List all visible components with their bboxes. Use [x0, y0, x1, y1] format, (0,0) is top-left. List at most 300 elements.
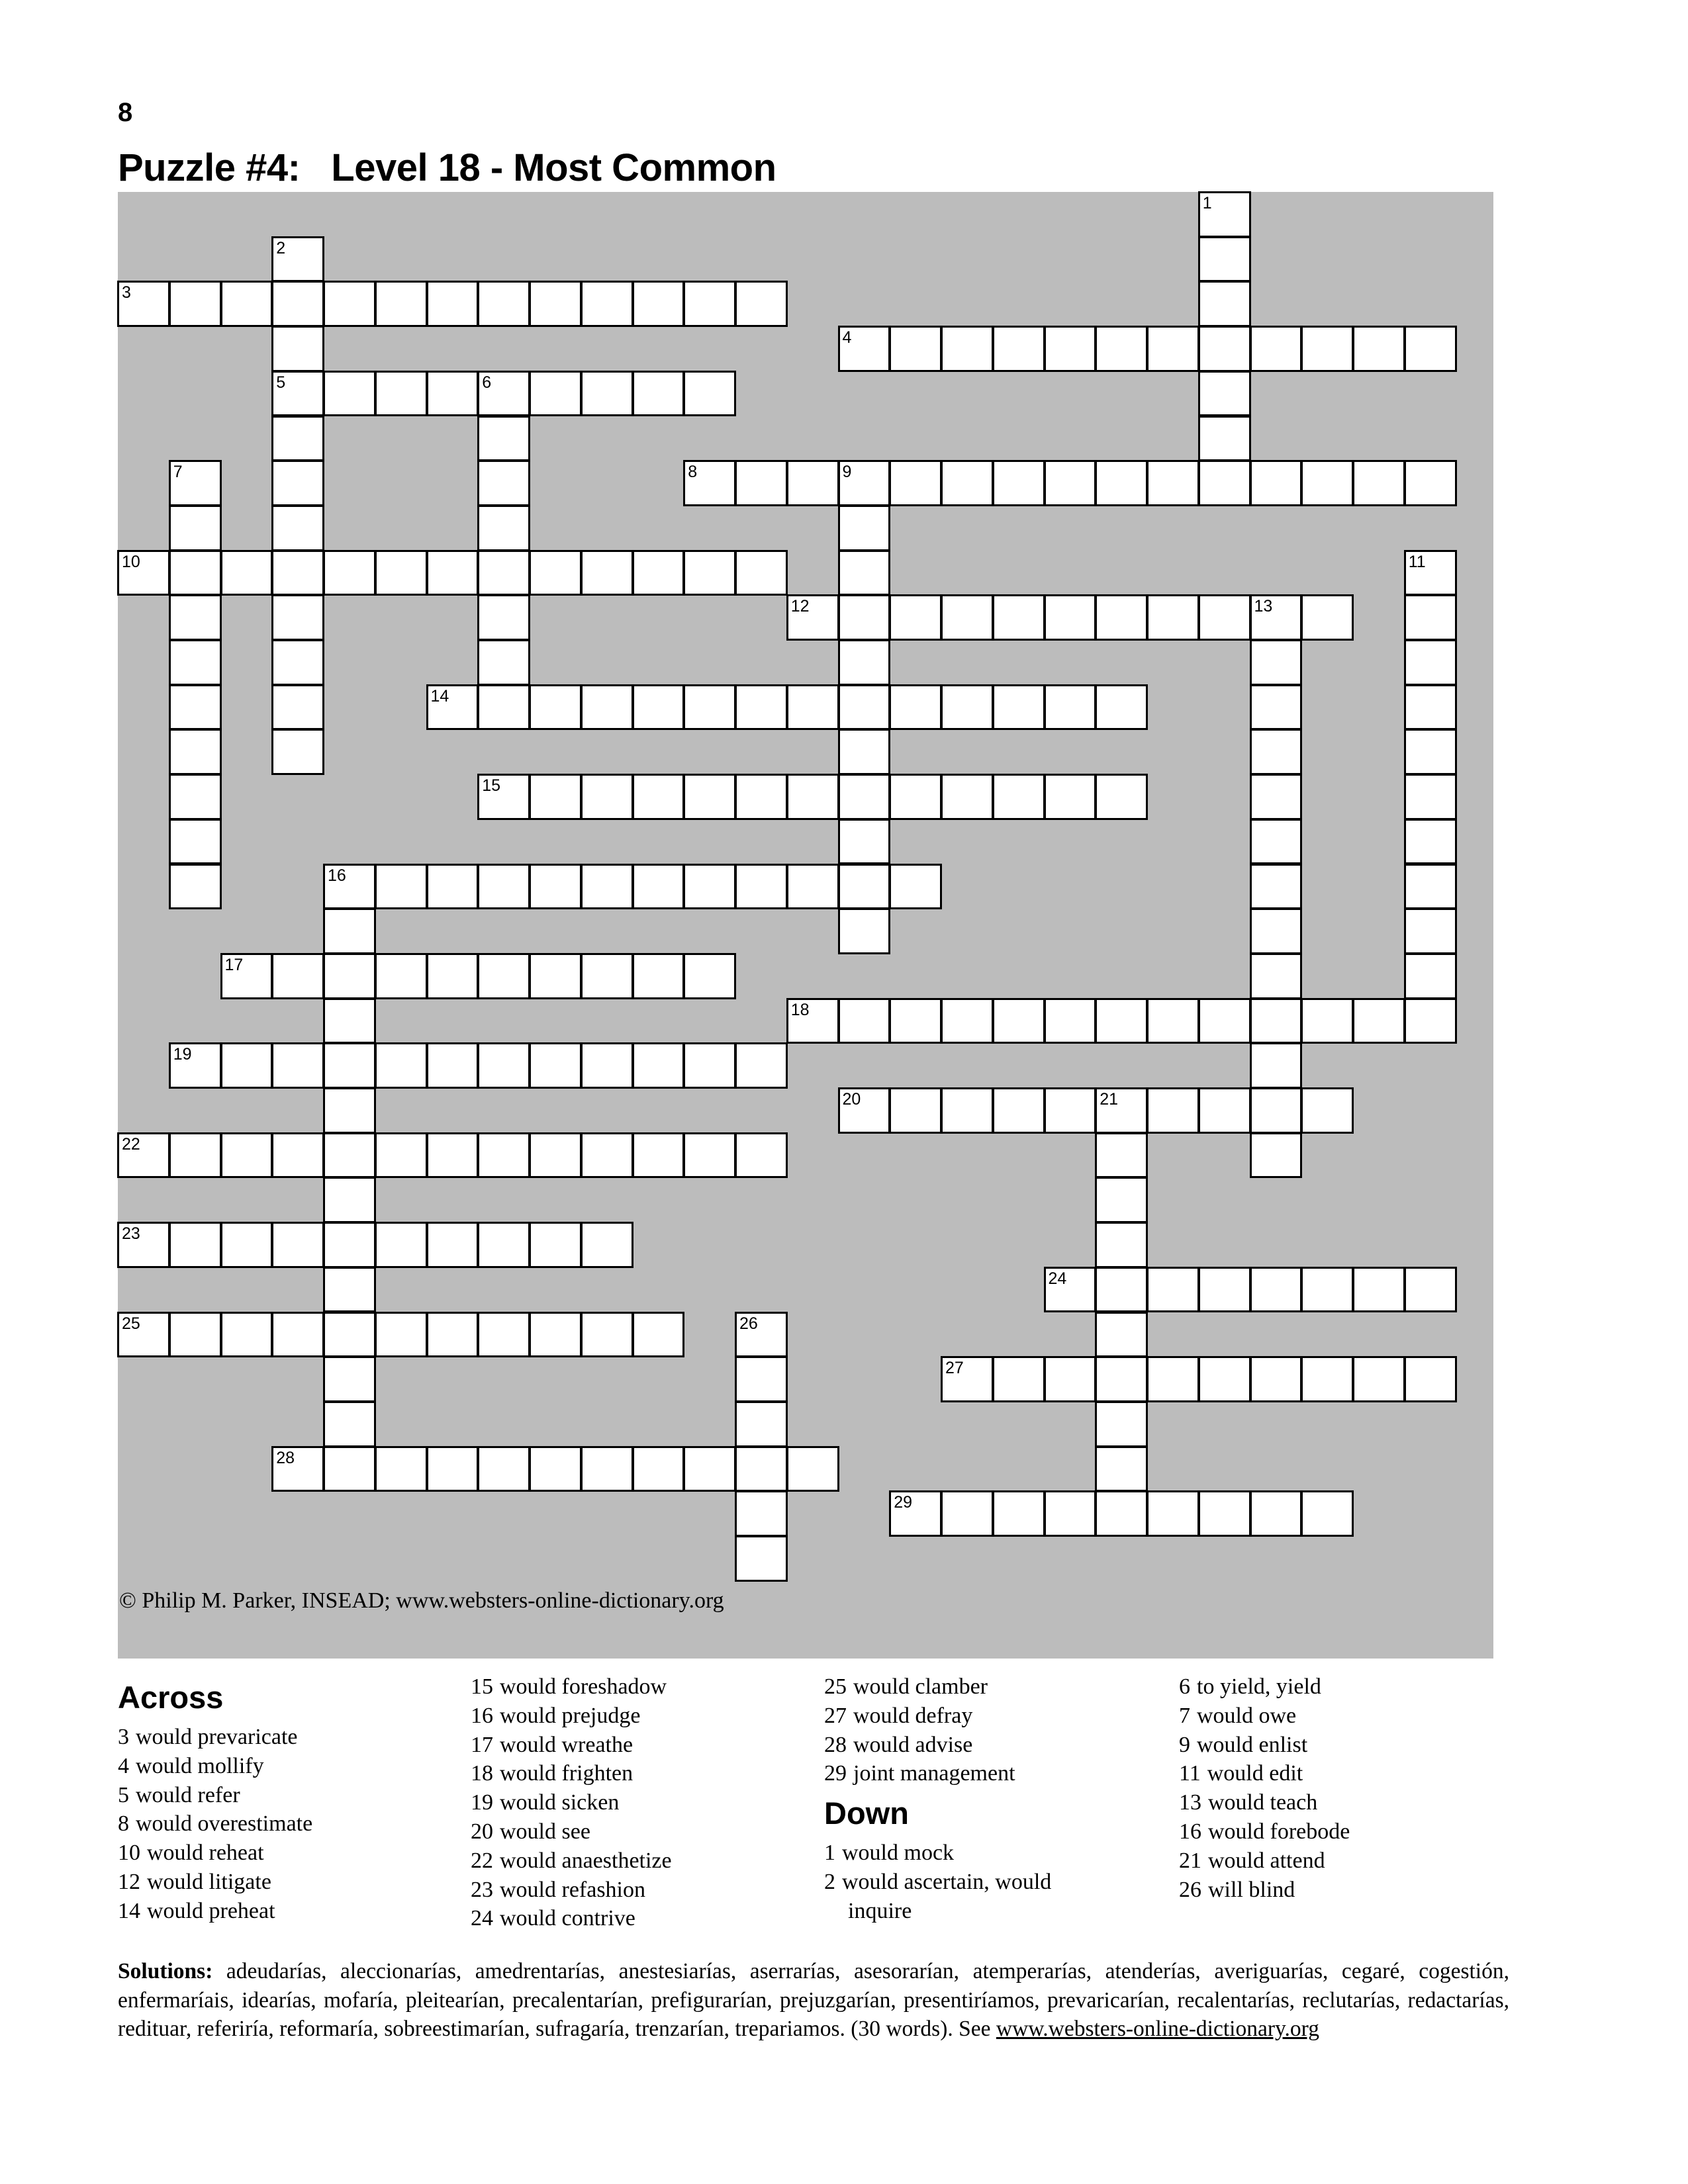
grid-cell[interactable] [477, 1222, 530, 1268]
grid-cell[interactable] [1044, 1356, 1097, 1402]
solutions-link[interactable]: www.websters-online-dictionary.org [996, 2017, 1319, 2041]
grid-cell[interactable] [786, 460, 839, 506]
grid-cell[interactable] [941, 326, 994, 372]
grid-cell[interactable] [1198, 1490, 1251, 1537]
grid-cell[interactable] [1095, 1312, 1148, 1358]
grid-cell[interactable] [1404, 953, 1457, 999]
grid-cell[interactable] [271, 1042, 324, 1089]
grid-cell[interactable] [632, 774, 685, 820]
grid-cell[interactable] [1250, 639, 1303, 686]
grid-cell[interactable] [581, 281, 633, 327]
grid-cell[interactable] [271, 953, 324, 999]
grid-cell[interactable] [1095, 1267, 1148, 1313]
grid-cell[interactable] [529, 550, 582, 596]
grid-cell[interactable] [838, 550, 891, 596]
grid-cell[interactable] [786, 774, 839, 820]
grid-cell[interactable] [1198, 191, 1251, 238]
grid-cell[interactable] [1095, 326, 1148, 372]
grid-cell[interactable] [735, 460, 788, 506]
grid-cell[interactable] [1095, 1356, 1148, 1402]
grid-cell[interactable] [735, 864, 788, 910]
grid-cell[interactable] [1404, 998, 1457, 1044]
grid-cell[interactable] [838, 684, 891, 731]
grid-cell[interactable] [838, 326, 891, 372]
grid-cell[interactable] [889, 1087, 942, 1134]
grid-cell[interactable] [838, 998, 891, 1044]
grid-cell[interactable] [786, 998, 839, 1044]
grid-cell[interactable] [1147, 1087, 1199, 1134]
grid-cell[interactable] [735, 1401, 788, 1447]
grid-cell[interactable] [1404, 639, 1457, 686]
grid-cell[interactable] [1147, 594, 1199, 641]
grid-cell[interactable] [683, 774, 736, 820]
grid-cell[interactable] [786, 1446, 839, 1492]
grid-cell[interactable] [426, 953, 479, 999]
grid-cell[interactable] [1147, 326, 1199, 372]
grid-cell[interactable] [169, 864, 222, 910]
grid-cell[interactable] [1095, 1177, 1148, 1223]
grid-cell[interactable] [529, 684, 582, 731]
grid-cell[interactable] [683, 1446, 736, 1492]
grid-cell[interactable] [1095, 1222, 1148, 1268]
grid-cell[interactable] [581, 550, 633, 596]
grid-cell[interactable] [683, 460, 736, 506]
grid-cell[interactable] [1404, 550, 1457, 596]
grid-cell[interactable] [1301, 594, 1354, 641]
grid-cell[interactable] [426, 1042, 479, 1089]
grid-cell[interactable] [375, 1132, 428, 1179]
grid-cell[interactable] [683, 1132, 736, 1179]
grid-cell[interactable] [1147, 1490, 1199, 1537]
grid-cell[interactable] [838, 908, 891, 954]
grid-cell[interactable] [632, 371, 685, 417]
grid-cell[interactable] [477, 550, 530, 596]
grid-cell[interactable] [1352, 1356, 1405, 1402]
grid-cell[interactable] [735, 774, 788, 820]
grid-cell[interactable] [220, 1132, 273, 1179]
grid-cell[interactable] [169, 505, 222, 551]
grid-cell[interactable] [426, 281, 479, 327]
grid-cell[interactable] [323, 1042, 376, 1089]
grid-cell[interactable] [581, 774, 633, 820]
grid-cell[interactable] [1044, 774, 1097, 820]
grid-cell[interactable] [1250, 1356, 1303, 1402]
grid-cell[interactable] [375, 371, 428, 417]
grid-cell[interactable] [529, 281, 582, 327]
grid-cell[interactable] [426, 550, 479, 596]
grid-cell[interactable] [271, 550, 324, 596]
grid-cell[interactable] [581, 371, 633, 417]
grid-cell[interactable] [1250, 1267, 1303, 1313]
grid-cell[interactable] [477, 639, 530, 686]
grid-cell[interactable] [1404, 729, 1457, 775]
grid-cell[interactable] [1250, 953, 1303, 999]
grid-cell[interactable] [1301, 1356, 1354, 1402]
grid-cell[interactable] [1044, 460, 1097, 506]
grid-cell[interactable] [220, 1222, 273, 1268]
grid-cell[interactable] [1198, 326, 1251, 372]
grid-cell[interactable] [992, 460, 1045, 506]
grid-cell[interactable] [271, 1222, 324, 1268]
grid-cell[interactable] [992, 1490, 1045, 1537]
grid-cell[interactable] [271, 639, 324, 686]
grid-cell[interactable] [632, 281, 685, 327]
grid-cell[interactable] [426, 684, 479, 731]
grid-cell[interactable] [838, 819, 891, 865]
grid-cell[interactable] [477, 1446, 530, 1492]
grid-cell[interactable] [169, 1132, 222, 1179]
grid-cell[interactable] [683, 371, 736, 417]
grid-cell[interactable] [1250, 729, 1303, 775]
grid-cell[interactable] [323, 998, 376, 1044]
grid-cell[interactable] [529, 1446, 582, 1492]
grid-cell[interactable] [735, 1446, 788, 1492]
grid-cell[interactable] [477, 864, 530, 910]
grid-cell[interactable] [1301, 998, 1354, 1044]
grid-cell[interactable] [375, 864, 428, 910]
grid-cell[interactable] [941, 1087, 994, 1134]
grid-cell[interactable] [426, 1222, 479, 1268]
grid-cell[interactable] [1250, 326, 1303, 372]
grid-cell[interactable] [1250, 819, 1303, 865]
grid-cell[interactable] [735, 1535, 788, 1582]
grid-cell[interactable] [375, 953, 428, 999]
grid-cell[interactable] [1250, 1490, 1303, 1537]
grid-cell[interactable] [1404, 326, 1457, 372]
grid-cell[interactable] [992, 998, 1045, 1044]
grid-cell[interactable] [323, 953, 376, 999]
grid-cell[interactable] [1095, 1446, 1148, 1492]
grid-cell[interactable] [1044, 998, 1097, 1044]
grid-cell[interactable] [1404, 819, 1457, 865]
grid-cell[interactable] [477, 505, 530, 551]
grid-cell[interactable] [683, 550, 736, 596]
grid-cell[interactable] [323, 1177, 376, 1223]
grid-cell[interactable] [581, 1042, 633, 1089]
grid-cell[interactable] [271, 281, 324, 327]
grid-cell[interactable] [1404, 1356, 1457, 1402]
grid-cell[interactable] [477, 1312, 530, 1358]
grid-cell[interactable] [1404, 460, 1457, 506]
grid-cell[interactable] [271, 416, 324, 462]
grid-cell[interactable] [992, 594, 1045, 641]
grid-cell[interactable] [1250, 684, 1303, 731]
grid-cell[interactable] [992, 774, 1045, 820]
grid-cell[interactable] [1147, 460, 1199, 506]
grid-cell[interactable] [1044, 1267, 1097, 1313]
grid-cell[interactable] [1147, 1267, 1199, 1313]
grid-cell[interactable] [271, 1446, 324, 1492]
grid-cell[interactable] [683, 281, 736, 327]
grid-cell[interactable] [735, 684, 788, 731]
grid-cell[interactable] [271, 729, 324, 775]
grid-cell[interactable] [889, 326, 942, 372]
grid-cell[interactable] [581, 684, 633, 731]
grid-cell[interactable] [375, 1222, 428, 1268]
grid-cell[interactable] [838, 1087, 891, 1134]
grid-cell[interactable] [375, 550, 428, 596]
grid-cell[interactable] [477, 774, 530, 820]
grid-cell[interactable] [375, 1446, 428, 1492]
grid-cell[interactable] [271, 505, 324, 551]
grid-cell[interactable] [1095, 1401, 1148, 1447]
grid-cell[interactable] [889, 998, 942, 1044]
grid-cell[interactable] [1044, 1490, 1097, 1537]
grid-cell[interactable] [117, 281, 170, 327]
grid-cell[interactable] [838, 460, 891, 506]
grid-cell[interactable] [529, 953, 582, 999]
grid-cell[interactable] [271, 371, 324, 417]
grid-cell[interactable] [117, 1222, 170, 1268]
grid-cell[interactable] [941, 1356, 994, 1402]
grid-cell[interactable] [1352, 326, 1405, 372]
grid-cell[interactable] [581, 1312, 633, 1358]
grid-cell[interactable] [477, 416, 530, 462]
grid-cell[interactable] [529, 1132, 582, 1179]
grid-cell[interactable] [632, 1312, 685, 1358]
grid-cell[interactable] [1095, 684, 1148, 731]
grid-cell[interactable] [683, 1042, 736, 1089]
grid-cell[interactable] [1198, 416, 1251, 462]
grid-cell[interactable] [838, 774, 891, 820]
grid-cell[interactable] [1095, 460, 1148, 506]
grid-cell[interactable] [1250, 908, 1303, 954]
grid-cell[interactable] [1250, 1042, 1303, 1089]
grid-cell[interactable] [426, 1446, 479, 1492]
grid-cell[interactable] [632, 953, 685, 999]
grid-cell[interactable] [1250, 460, 1303, 506]
grid-cell[interactable] [220, 550, 273, 596]
grid-cell[interactable] [581, 864, 633, 910]
grid-cell[interactable] [889, 774, 942, 820]
grid-cell[interactable] [1198, 1087, 1251, 1134]
grid-cell[interactable] [169, 819, 222, 865]
grid-cell[interactable] [375, 281, 428, 327]
grid-cell[interactable] [1404, 684, 1457, 731]
grid-cell[interactable] [992, 1087, 1045, 1134]
grid-cell[interactable] [1301, 1267, 1354, 1313]
grid-cell[interactable] [735, 1312, 788, 1358]
grid-cell[interactable] [786, 684, 839, 731]
grid-cell[interactable] [1044, 594, 1097, 641]
grid-cell[interactable] [1198, 998, 1251, 1044]
grid-cell[interactable] [529, 864, 582, 910]
grid-cell[interactable] [581, 953, 633, 999]
grid-cell[interactable] [529, 371, 582, 417]
grid-cell[interactable] [581, 1222, 633, 1268]
grid-cell[interactable] [992, 684, 1045, 731]
grid-cell[interactable] [169, 1312, 222, 1358]
grid-cell[interactable] [220, 1312, 273, 1358]
grid-cell[interactable] [477, 953, 530, 999]
grid-cell[interactable] [323, 281, 376, 327]
grid-cell[interactable] [1147, 1356, 1199, 1402]
grid-cell[interactable] [1095, 774, 1148, 820]
grid-cell[interactable] [1301, 326, 1354, 372]
grid-cell[interactable] [477, 460, 530, 506]
grid-cell[interactable] [169, 281, 222, 327]
grid-cell[interactable] [117, 550, 170, 596]
grid-cell[interactable] [1404, 774, 1457, 820]
grid-cell[interactable] [889, 864, 942, 910]
grid-cell[interactable] [323, 550, 376, 596]
grid-cell[interactable] [323, 1087, 376, 1134]
grid-cell[interactable] [838, 505, 891, 551]
grid-cell[interactable] [632, 1042, 685, 1089]
grid-cell[interactable] [323, 864, 376, 910]
grid-cell[interactable] [1250, 1087, 1303, 1134]
grid-cell[interactable] [1301, 1490, 1354, 1537]
grid-cell[interactable] [838, 639, 891, 686]
grid-cell[interactable] [169, 639, 222, 686]
grid-cell[interactable] [426, 371, 479, 417]
grid-cell[interactable] [1198, 236, 1251, 283]
grid-cell[interactable] [632, 550, 685, 596]
grid-cell[interactable] [632, 1446, 685, 1492]
grid-cell[interactable] [1250, 594, 1303, 641]
grid-cell[interactable] [323, 1312, 376, 1358]
grid-cell[interactable] [375, 1042, 428, 1089]
grid-cell[interactable] [1352, 1267, 1405, 1313]
grid-cell[interactable] [271, 1312, 324, 1358]
grid-cell[interactable] [683, 864, 736, 910]
grid-cell[interactable] [838, 594, 891, 641]
grid-cell[interactable] [1301, 1087, 1354, 1134]
grid-cell[interactable] [375, 1312, 428, 1358]
grid-cell[interactable] [477, 684, 530, 731]
grid-cell[interactable] [271, 1132, 324, 1179]
grid-cell[interactable] [1198, 460, 1251, 506]
grid-cell[interactable] [1147, 998, 1199, 1044]
grid-cell[interactable] [1044, 684, 1097, 731]
grid-cell[interactable] [735, 550, 788, 596]
grid-cell[interactable] [426, 1312, 479, 1358]
grid-cell[interactable] [992, 326, 1045, 372]
grid-cell[interactable] [477, 1042, 530, 1089]
grid-cell[interactable] [1198, 594, 1251, 641]
grid-cell[interactable] [735, 281, 788, 327]
grid-cell[interactable] [1250, 1132, 1303, 1179]
grid-cell[interactable] [117, 1132, 170, 1179]
grid-cell[interactable] [1044, 1087, 1097, 1134]
grid-cell[interactable] [169, 729, 222, 775]
grid-cell[interactable] [477, 281, 530, 327]
grid-cell[interactable] [1198, 1267, 1251, 1313]
grid-cell[interactable] [838, 729, 891, 775]
grid-cell[interactable] [735, 1042, 788, 1089]
grid-cell[interactable] [838, 864, 891, 910]
grid-cell[interactable] [426, 1132, 479, 1179]
grid-cell[interactable] [786, 864, 839, 910]
grid-cell[interactable] [1404, 594, 1457, 641]
grid-cell[interactable] [1095, 1087, 1148, 1134]
grid-cell[interactable] [1352, 998, 1405, 1044]
grid-cell[interactable] [1404, 1267, 1457, 1313]
grid-cell[interactable] [477, 371, 530, 417]
grid-cell[interactable] [581, 1446, 633, 1492]
grid-cell[interactable] [271, 460, 324, 506]
grid-cell[interactable] [889, 594, 942, 641]
grid-cell[interactable] [271, 326, 324, 372]
grid-cell[interactable] [1095, 1490, 1148, 1537]
grid-cell[interactable] [529, 1222, 582, 1268]
grid-cell[interactable] [1198, 1356, 1251, 1402]
grid-cell[interactable] [632, 864, 685, 910]
grid-cell[interactable] [683, 684, 736, 731]
grid-cell[interactable] [220, 953, 273, 999]
grid-cell[interactable] [323, 1222, 376, 1268]
grid-cell[interactable] [477, 1132, 530, 1179]
grid-cell[interactable] [786, 594, 839, 641]
grid-cell[interactable] [323, 1401, 376, 1447]
grid-cell[interactable] [220, 281, 273, 327]
grid-cell[interactable] [735, 1132, 788, 1179]
grid-cell[interactable] [632, 1132, 685, 1179]
grid-cell[interactable] [1198, 371, 1251, 417]
grid-cell[interactable] [323, 371, 376, 417]
grid-cell[interactable] [941, 594, 994, 641]
grid-cell[interactable] [323, 1267, 376, 1313]
grid-cell[interactable] [683, 953, 736, 999]
grid-cell[interactable] [941, 998, 994, 1044]
grid-cell[interactable] [581, 1132, 633, 1179]
grid-cell[interactable] [632, 684, 685, 731]
grid-cell[interactable] [271, 236, 324, 283]
grid-cell[interactable] [323, 1446, 376, 1492]
grid-cell[interactable] [1250, 998, 1303, 1044]
grid-cell[interactable] [323, 908, 376, 954]
grid-cell[interactable] [529, 1312, 582, 1358]
grid-cell[interactable] [1352, 460, 1405, 506]
grid-cell[interactable] [271, 684, 324, 731]
grid-cell[interactable] [735, 1490, 788, 1537]
grid-cell[interactable] [1301, 460, 1354, 506]
grid-cell[interactable] [1250, 774, 1303, 820]
grid-cell[interactable] [889, 1490, 942, 1537]
grid-cell[interactable] [941, 774, 994, 820]
grid-cell[interactable] [1044, 326, 1097, 372]
grid-cell[interactable] [426, 864, 479, 910]
grid-cell[interactable] [1095, 998, 1148, 1044]
grid-cell[interactable] [169, 684, 222, 731]
grid-cell[interactable] [889, 684, 942, 731]
grid-cell[interactable] [169, 550, 222, 596]
grid-cell[interactable] [1198, 281, 1251, 327]
grid-cell[interactable] [992, 1356, 1045, 1402]
grid-cell[interactable] [889, 460, 942, 506]
grid-cell[interactable] [529, 774, 582, 820]
grid-cell[interactable] [323, 1132, 376, 1179]
grid-cell[interactable] [1250, 864, 1303, 910]
grid-cell[interactable] [735, 1356, 788, 1402]
grid-cell[interactable] [323, 1356, 376, 1402]
grid-cell[interactable] [169, 1042, 222, 1089]
grid-cell[interactable] [1095, 1132, 1148, 1179]
grid-cell[interactable] [1404, 908, 1457, 954]
grid-cell[interactable] [169, 594, 222, 641]
grid-cell[interactable] [941, 1490, 994, 1537]
grid-cell[interactable] [271, 594, 324, 641]
grid-cell[interactable] [941, 684, 994, 731]
grid-cell[interactable] [220, 1042, 273, 1089]
grid-cell[interactable] [941, 460, 994, 506]
grid-cell[interactable] [117, 1312, 170, 1358]
grid-cell[interactable] [477, 594, 530, 641]
grid-cell[interactable] [169, 774, 222, 820]
grid-cell[interactable] [1095, 594, 1148, 641]
grid-cell[interactable] [169, 460, 222, 506]
grid-cell[interactable] [1404, 864, 1457, 910]
